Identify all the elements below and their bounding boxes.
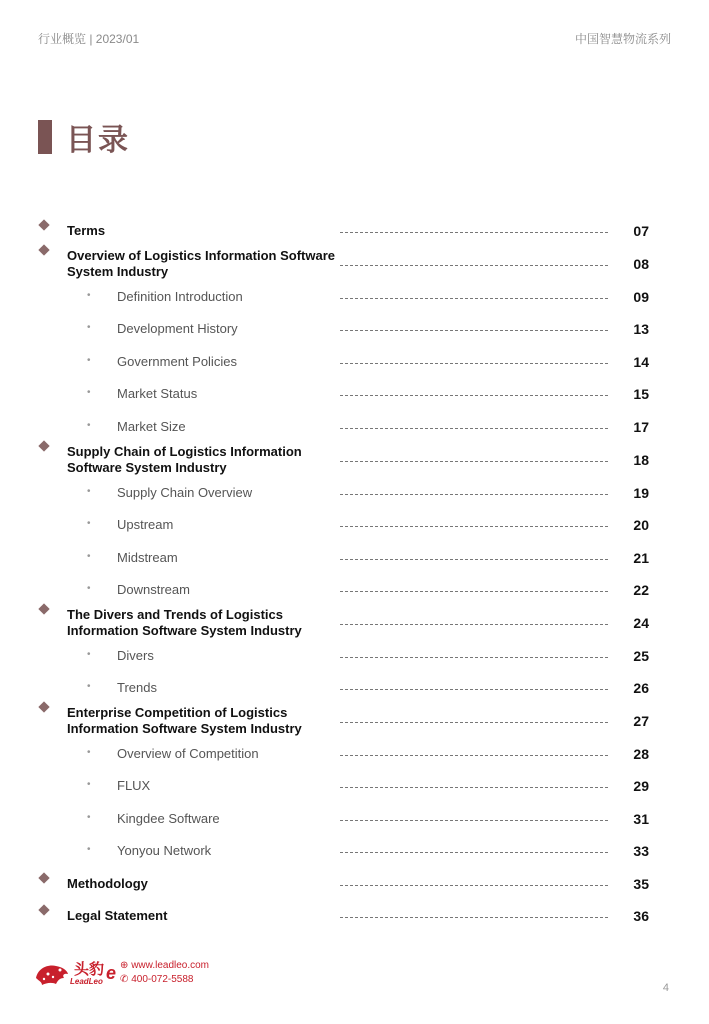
diamond-bullet-icon [38,701,49,712]
dotted-leader-line [340,232,608,233]
toc-label-line: Methodology [67,876,148,891]
logo-chinese-text: 头豹 [74,959,105,978]
toc-page-number: 31 [633,811,649,827]
toc-page-number: 14 [633,354,649,370]
dotted-leader-line [340,298,608,299]
toc-label-line: Overview of Logistics Information Software [67,248,335,263]
phone-icon: ✆ [120,974,132,985]
toc-page-number: 17 [633,419,649,435]
dotted-leader-line [340,852,608,853]
footer-logo [34,958,209,988]
toc-section-label [67,876,337,892]
toc-subsection-label: Supply Chain Overview [117,485,253,500]
toc-page-number: 27 [633,713,649,729]
toc-page-number: 21 [633,550,649,566]
dotted-leader-line [340,917,608,918]
dotted-leader-line [340,657,608,658]
toc-section-label [67,908,337,924]
globe-icon: ⊕ [120,960,132,971]
dotted-leader-line [340,461,608,462]
toc-subsection-label: Government Policies [117,354,237,369]
dotted-leader-line [340,755,608,756]
page-title: 目录 [66,123,130,158]
toc-subsection-label: Divers [117,648,154,663]
toc-page-number: 19 [633,485,649,501]
diamond-bullet-icon [38,440,49,451]
dotted-leader-line [340,787,608,788]
toc-page-number: 25 [633,648,649,664]
dot-bullet-icon: • [87,779,91,790]
diamond-bullet-icon [38,219,49,230]
dot-bullet-icon: • [87,322,91,333]
title-accent-bar [38,120,52,154]
website-link[interactable]: ⊕ www.leadleo.com [120,960,210,971]
toc-page-number: 20 [633,517,649,533]
dotted-leader-line [340,526,608,527]
dotted-leader-line [340,722,608,723]
toc-page-number: 08 [633,256,649,272]
toc-page-number: 36 [633,908,649,924]
diamond-bullet-icon [38,872,49,883]
logo-e-mark: e [106,962,117,983]
dotted-leader-line [340,330,608,331]
dot-bullet-icon: • [87,551,91,562]
dotted-leader-line [340,559,608,560]
toc-section-label [67,705,337,737]
toc-page-number: 28 [633,746,649,762]
dot-bullet-icon: • [87,681,91,692]
toc-subsection-label: Midstream [117,550,178,565]
toc-page-number: 26 [633,680,649,696]
dotted-leader-line [340,363,608,364]
leopard-logo-icon [34,958,70,988]
toc-page-number: 07 [633,223,649,239]
toc-page-number: 13 [633,321,649,337]
toc-page-number: 33 [633,843,649,859]
dot-bullet-icon: • [87,387,91,398]
toc-label-line: Information Software System Industry [67,721,302,736]
toc-page-number: 09 [633,289,649,305]
diamond-bullet-icon [38,904,49,915]
toc-label-line: Information Software System Industry [67,623,302,638]
dot-bullet-icon: • [87,649,91,660]
toc-page-number: 15 [633,386,649,402]
toc-label-line: System Industry [67,264,169,279]
logo-english-text: LeadLeo [70,976,103,986]
toc-section-label [67,444,337,476]
dotted-leader-line [340,885,608,886]
toc-subsection-label: Yonyou Network [117,843,212,858]
toc-subsection-label: Overview of Competition [117,746,259,761]
toc-subsection-label: Market Size [117,419,186,434]
toc-subsection-label: Development History [117,321,238,336]
dotted-leader-line [340,428,608,429]
header-left-text: 行业概览 | 2023/01 [38,32,140,46]
dot-bullet-icon: • [87,420,91,431]
toc-page-number: 22 [633,582,649,598]
dotted-leader-line [340,591,608,592]
dotted-leader-line [340,494,608,495]
diamond-bullet-icon [38,244,49,255]
toc-label-line: Terms [67,223,106,238]
phone-number: ✆ 400-072-5588 [120,974,194,985]
diamond-bullet-icon [38,603,49,614]
toc-subsection-label: Definition Introduction [117,289,243,304]
toc-subsection-label: Trends [117,680,157,695]
dotted-leader-line [340,265,608,266]
dot-bullet-icon: • [87,747,91,758]
dotted-leader-line [340,689,608,690]
toc-section-label [67,607,337,639]
logo-text-block [70,961,104,986]
page-number: 4 [662,982,669,994]
toc-subsection-label: Downstream [117,582,190,597]
toc-page-number: 24 [633,615,649,631]
dotted-leader-line [340,820,608,821]
toc-label-line: The Divers and Trends of Logistics [67,607,283,622]
toc-label-line: Legal Statement [67,908,168,923]
dotted-leader-line [340,624,608,625]
toc-title-block [38,115,130,159]
dot-bullet-icon: • [87,355,91,366]
toc-subsection-label: FLUX [117,778,151,793]
dot-bullet-icon: • [87,290,91,301]
toc-subsection-label: Market Status [117,386,198,401]
toc-label-line: Enterprise Competition of Logistics [67,705,288,720]
dot-bullet-icon: • [87,518,91,529]
toc-label-line: Supply Chain of Logistics Information [67,444,302,459]
dot-bullet-icon: • [87,844,91,855]
toc-subsection-label: Kingdee Software [117,811,220,826]
dot-bullet-icon: • [87,583,91,594]
dot-bullet-icon: • [87,812,91,823]
toc-subsection-label: Upstream [117,517,174,532]
header-right-text: 中国智慧物流系列 [574,32,671,46]
toc-label-line: Software System Industry [67,460,227,475]
toc-page-number: 29 [633,778,649,794]
toc-page-number: 18 [633,452,649,468]
toc-section-label [67,223,337,239]
dot-bullet-icon: • [87,486,91,497]
dotted-leader-line [340,395,608,396]
toc-page-number: 35 [633,876,649,892]
footer-contact [120,959,209,987]
toc-section-label [67,248,337,280]
